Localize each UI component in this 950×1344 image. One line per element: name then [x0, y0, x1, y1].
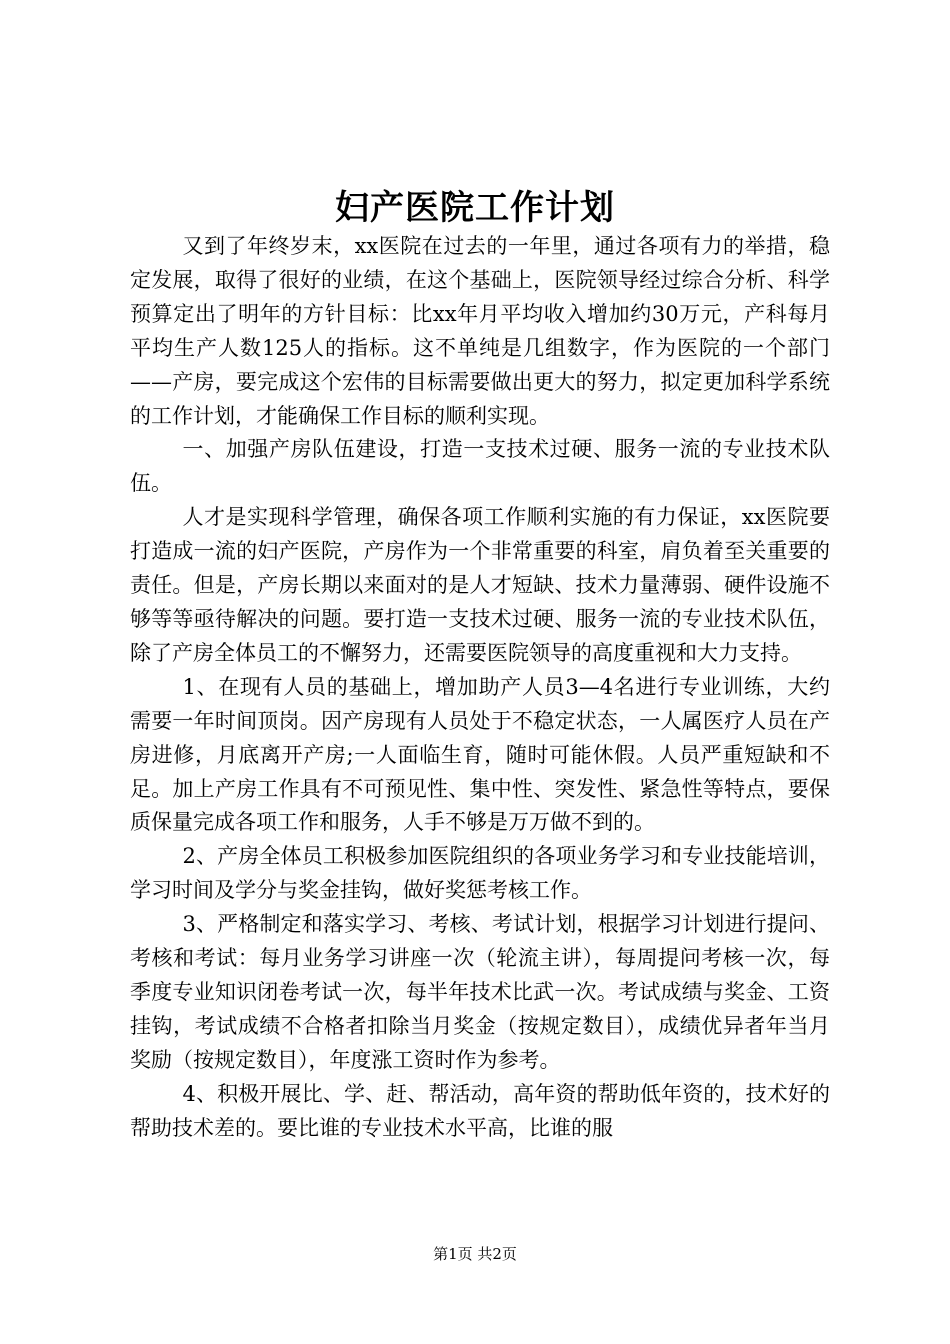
document-body: [130, 230, 830, 1145]
document-title: 妇产医院工作计划: [335, 188, 615, 228]
paragraph: 2、产房全体员工积极参加医院组织的各项业务学习和专业技能培训，学习时间及学分与奖金挂钩，做好奖惩考核工作。: [130, 844, 830, 903]
page-number-footer: 第1页 共2页: [433, 1245, 517, 1263]
paragraph: 一、加强产房队伍建设，打造一支技术过硬、服务一流的专业技术队伍。: [130, 437, 830, 496]
paragraph: 人才是实现科学管理，确保各项工作顺利实施的有力保证，xx医院要打造成一流的妇产医院，产房作为一个非常重要的科室，肩负着至关重要的责任。但是，产房长期以来面对的是人才短缺、技术力量薄弱、硬件设施不够等等亟待解决的问题。要打造一支技术过硬、服务一流的专业技术队伍，除了产房全体员工的不懈努力，还需要医院领导的高度重视和大力支持。: [130, 505, 830, 665]
paragraph: 3、严格制定和落实学习、考核、考试计划，根据学习计划进行提问、考核和考试：每月业务学习讲座一次（轮流主讲），每周提问考核一次，每季度专业知识闭卷考试一次，每半年技术比武一次。考试成绩与奖金、工资挂钩，考试成绩不合格者扣除当月奖金（按规定数目），成绩优异者年当月奖励（按规定数目），年度涨工资时作为参考。: [130, 912, 830, 1072]
paragraph: 又到了年终岁末，xx医院在过去的一年里，通过各项有力的举措，稳定发展，取得了很好的业绩，在这个基础上，医院领导经过综合分析、科学预算定出了明年的方针目标：比xx年月平均收入增加约30万元，产科每月平均生产人数125人的指标。这不单纯是几组数字，作为医院的一个部门——产房，要完成这个宏伟的目标需要做出更大的努力，拟定更加科学系统的工作计划，才能确保工作目标的顺利实现。: [130, 234, 830, 428]
paragraph: 1、在现有人员的基础上，增加助产人员3—4名进行专业训练，大约需要一年时间顶岗。因产房现有人员处于不稳定状态，一人属医疗人员在产房进修，月底离开产房;一人面临生育，随时可能休假。人员严重短缺和不足。加上产房工作具有不可预见性、集中性、突发性、紧急性等特点，要保质保量完成各项工作和服务，人手不够是万万做不到的。: [130, 674, 830, 835]
paragraph: 4、积极开展比、学、赶、帮活动，高年资的帮助低年资的，技术好的帮助技术差的。要比谁的专业技术水平高，比谁的服: [130, 1081, 830, 1140]
